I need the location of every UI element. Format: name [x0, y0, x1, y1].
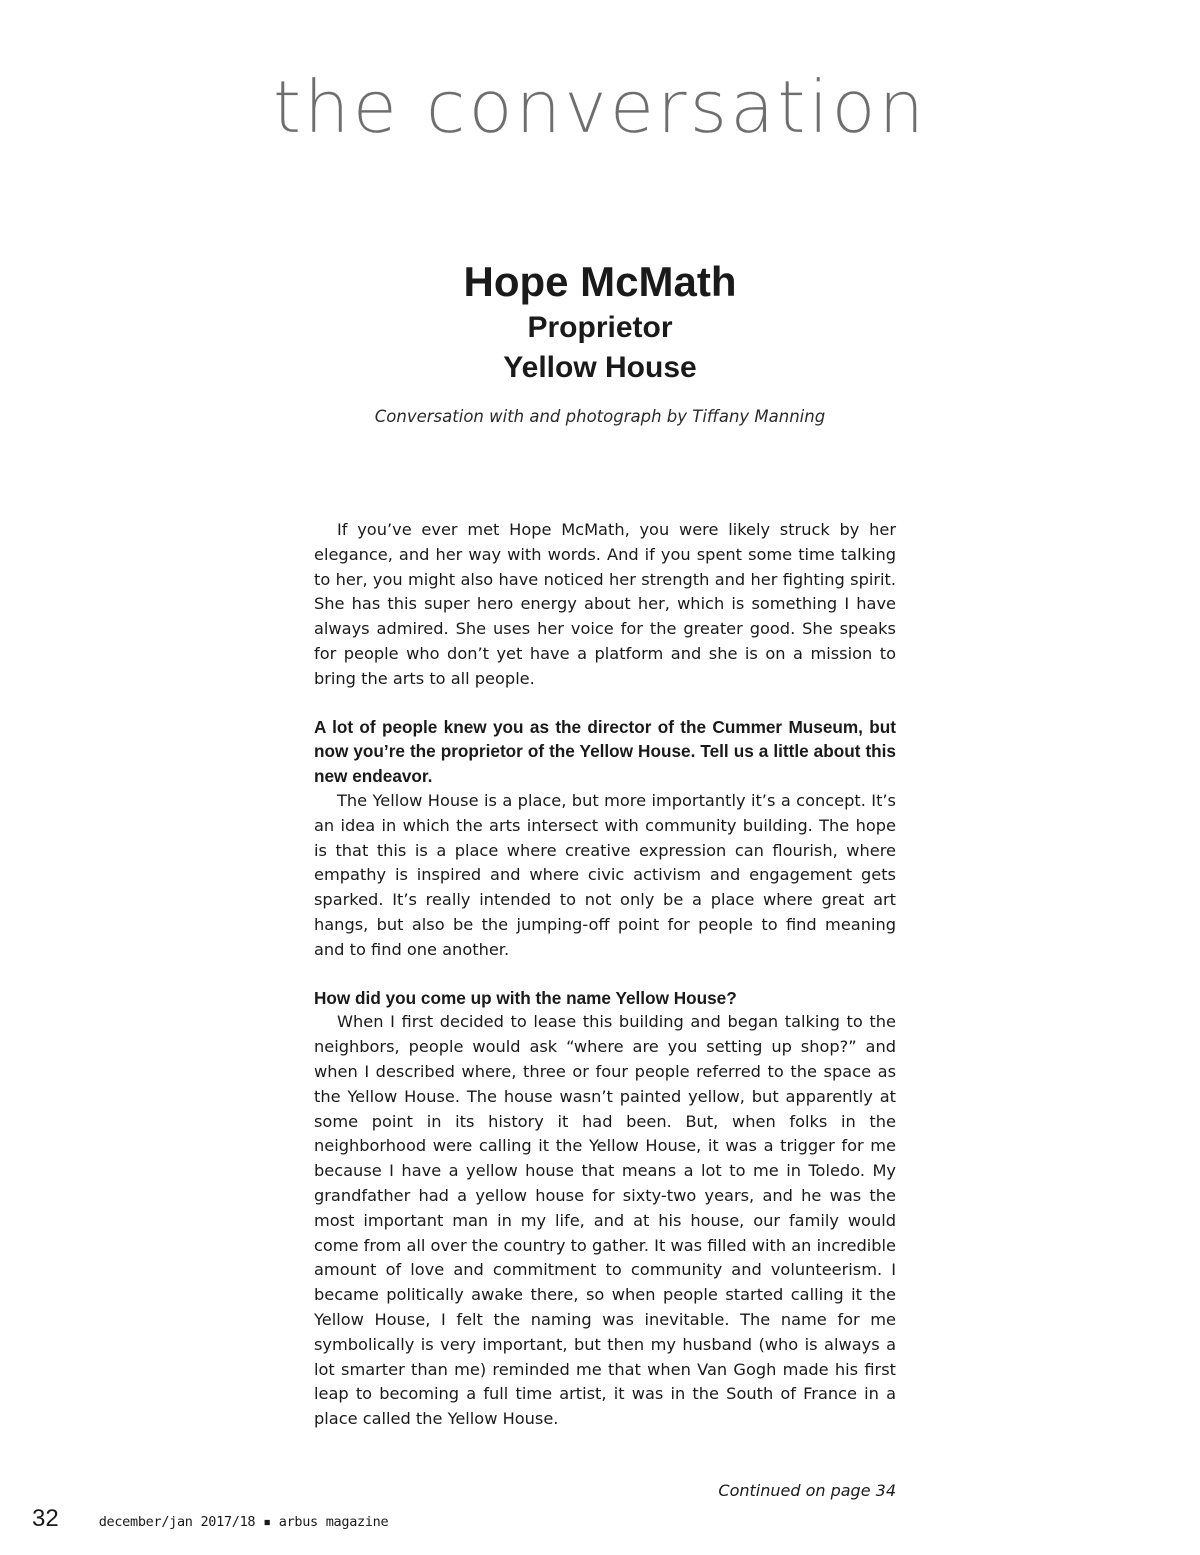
intro-paragraph: If you’ve ever met Hope McMath, you were likely struck by her elegance, and her way with words. And if you spent some time talking to her, you might also have noticed her strength and her fighting spirit. She has this super hero energy about her, which is something I have always admired. She uses her voice for the greater good. She speaks for people who don’t yet have a platform and she is on a mission to bring the arts to all people.: [314, 520, 896, 688]
article-body: [314, 518, 896, 1432]
section-title: the conversation: [272, 65, 928, 149]
question-1: A lot of people knew you as the director of the Cummer Museum, but now you’re the proprietor of the Yellow House. Tell us a little about this new endeavor.: [314, 716, 896, 787]
interviewee-organization: Yellow House: [503, 351, 697, 384]
article-header: [0, 256, 1200, 388]
interviewee-role: Proprietor: [527, 311, 673, 344]
page-footer: [32, 1505, 388, 1533]
byline: Conversation with and photograph by Tiffany Manning: [374, 407, 826, 426]
page-number: 32: [32, 1505, 59, 1532]
answer-1: The Yellow House is a place, but more importantly it’s a concept. It’s an idea in which the arts intersect with community building. The hope is that this is a place where creative expression can flourish, where empathy is inspired and where civic activism and engagement gets sparked. It’s really intended to not only be a place where great art hangs, but also be the jumping-off point for people to find meaning and to find one another.: [314, 790, 896, 959]
question-2: How did you come up with the name Yellow House?: [314, 987, 737, 1008]
continued-note: Continued on page 34: [718, 1481, 896, 1500]
issue-label: december/jan 2017/18 ▪ arbus magazine: [98, 1514, 389, 1530]
interviewee-name: Hope McMath: [463, 258, 737, 305]
answer-2: When I first decided to lease this building and began talking to the neighbors, people would ask “where are you setting up shop?” and when I described where, three or four people referred to the space as the Yellow House. The house wasn’t painted yellow, but apparently at some point in its history it had been. But, when folks in the neighborhood were calling it the Yellow House, it was a trigger for me because I have a yellow house that means a lot to me in Toledo. My grandfather had a yellow house for sixty-two years, and he was the most important man in my life, and at his house, our family would come from all over the country to gather. It was filled with an incredible amount of love and commitment to community and volunteerism. I became politically awake there, so when people started calling it the Yellow House, I felt the naming was inevitable. The name for me symbolically is very important, but then my husband (who is always a lot smarter than me) reminded me that when Van Gogh made his first leap to becoming a full time artist, it was in the South of France in a place called the Yellow House.: [314, 1012, 896, 1429]
